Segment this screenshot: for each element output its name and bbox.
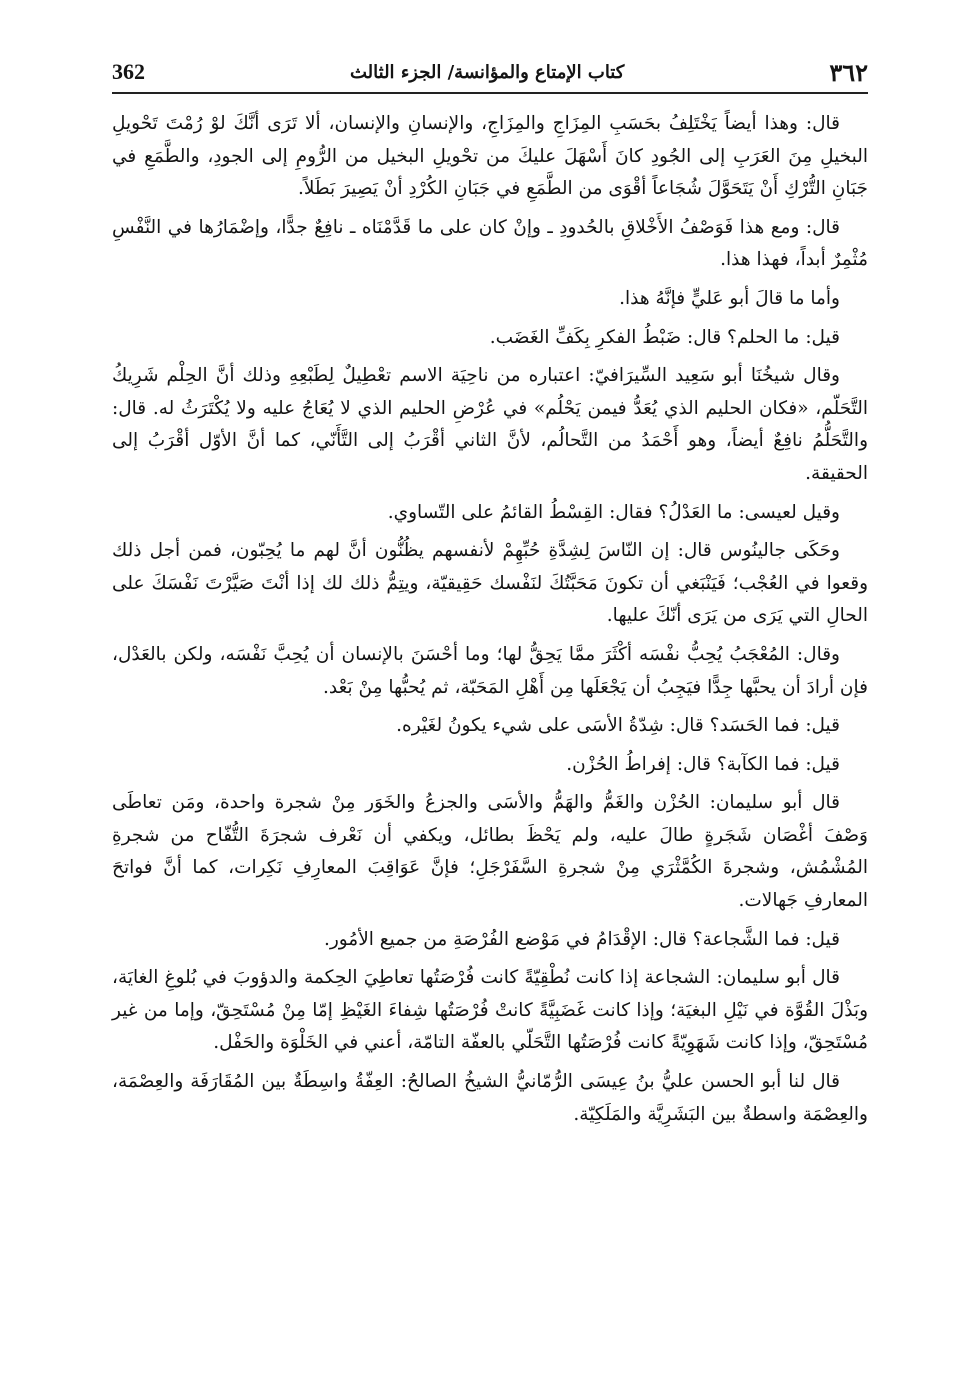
page-header <box>112 52 868 94</box>
paragraph: قال: وهذا أيضاً يَخْتَلِفُ بحَسَبِ المِزَاجِ والمِزَاجِ، والإنسانِ والإنسان، ألا تَرَى أنَّكَ لوْ رُمْتَ تَحْويلِ البخيلِ مِنَ العَرَبِ إلى الجُودِ كانَ أَسْهَلَ عليكَ من تحْويلِ البخيل من الرُّومِ إلى الجودِ، والطَّمَعِ في جَبَانِ التُّرْكِ أَنْ يَتَحَوَّلَ شُجَاعاً أقْوَى من الطَّمَعِ في جَبَانِ الكُرْدِ أنْ يَصِيرَ بَطَلاً. <box>112 113 868 200</box>
body-text <box>112 108 868 1334</box>
paragraph: وقيل لعيسى: ما العَدْلُ؟ فقال: القِسْطُ القائمُ على التّساوي. <box>387 501 840 523</box>
paragraph: قيل: ما الحلم؟ قال: ضَبْطُ الفكرِ بِكَفِّ الغَضَب. <box>489 326 840 348</box>
paragraph: قال أبو سليمان: الشجاعة إذا كانت نُطْقِيّةً كانت فُرْصَتُها تعاطِيَ الحِكمة والدؤوبَ في بُلوغِ الغايَة، وبَذْلَ القُوَّة في نَيْلِ البغيَة؛ وإذا كانت غَضَبِيَّةً كانتْ فُرْصَتُها شِفاءَ الغَيْظِ إمّا مِنْ مُسْتَحِقّ، وإما من غير مُسْتَحِقّ، وإذا كانت شَهَوِيّةً كانت فُرْصَتُها التَّحَلّي بالعفّة التامّة، أعني في الخَلْوَة والحَفْل. <box>112 967 868 1054</box>
paragraph: وقال: المُعْجَبُ يُحِبُّ نفْسَه أكْثَرَ ممَّا يَحِقُّ لها؛ وما أحْسَنَ بالإنسان أن يُحِبَّ نَفْسَه، ولكن بالعَدْل، فإن أرادَ أن يحبَّها جِدًّا فيَجِبُ أن يَجْعَلَها مِن أَهْلِ المَحَبّة، ثم يُحبُّها مِنْ بَعْد. <box>112 643 868 698</box>
page-number-latin: 362 <box>112 59 145 84</box>
paragraph: وأما ما قالَ أبو عَليٍّ فإنَّهُ هذا. <box>619 287 840 309</box>
paragraph: قيل: فما الشَّجاعة؟ قال: الإقْدَامُ في مَوْضع الفُرْصَةِ من جميع الأمُور. <box>323 928 840 950</box>
paragraph: قيل: فما الكآبة؟ قال: إفراطُ الحُزْن. <box>566 753 840 775</box>
paragraph: وحَكَى جالينُوس قال: إن النّاسَ لِشِدَّةِ حُبِّهِمْ لأنفسهم يظُنُّون أنَّ لهم ما يُحِبّون، فمن أجل ذلك وقعوا في العُجْب؛ فَيَنْبَغي أن تكونَ مَحَبَّتُكَ لنَفْسك حَقِيقيّة، ويتِمُّ ذلك لك إذا أنْتَ صَيَّرْتَ نَفْسَكَ على الحالِ التي يَرَى من يَرَى أنّكَ عليها. <box>112 540 868 627</box>
running-title: كتاب الإمتاع والمؤانسة/ الجزء الثالث <box>350 61 625 83</box>
paragraph: قال لنا أبو الحسن عليُّ بنُ عِيسَى الرُّمّانيُّ الشيخُ الصالحُ: العِفّةُ واسِطَةٌ بين المُقَارَفَة والعِصْمَة، والعِصْمَة واسطةٌ بين البَشَرِيَّة والمَلَكِيّة. <box>112 1071 868 1125</box>
paragraph: قال أبو سليمان: الحُزْن والغَمُّ والهَمُّ والأسَى والجزعُ والخَوَر مِنْ شجرة واحدة، ومَن تعاطَى وَصْفَ أغْصَان شَجَرةٍ طالَ عليه، ولم يَحْظَ بطائل، ويكفي أن نَعْرف شجرَةَ التُّفّاح من شجرةِ المُشْمُش، وشجرةَ الكُمَّثْرَي مِنْ شجرةِ السَّفَرْجَلِ؛ فإنَّ عَوَاقِبَ المعارِفِ نَكِرات، كما أنَّ فواتحَ المعارفِ جَهالات. <box>112 792 868 912</box>
paragraph: قال: ومع هذا فَوَصْفُ الأَخْلاقِ بالحُدودِ ـ وإنْ كان على ما قَدَّمْنَاه ـ نافِعٌ جدًّا، وإضْمَارُها في النَّفْسِ مُثْمِرٌ أبداً، فهذا هذا. <box>112 216 868 271</box>
page-number-arabic: ٣٦٢ <box>829 57 868 87</box>
paragraph: قيل: فما الحَسَد؟ قال: شِدّةُ الأسَى على شيء يكونُ لغَيْره. <box>396 715 840 737</box>
paragraph: وقال شيخُنَا أبو سَعِيد السِّيرَافيّ: اعتباره من ناحِيَة الاسم تعْطِيلٌ لِطَبْعِهِ وذلك أنَّ الحِلْم شَرِيكُ التَّحَلّم، «فكان الحليم الذي يُعَدُّ فيمن يَحْلُم» في عُرْضِ الحليم الذي لا يُعَاجُ عليه ولا يُكْتَرَثُ له. قال: والتَّحَلُّمُ نافِعٌ أيضاً، وهو أَحْمَدُ من التَّحالُم، لأنَّ الثاني أقْرَبُ إلى التَّأَنّي، كما أنَّ الأوّل أقْرَبُ إلى الحقيقة. <box>112 365 868 484</box>
